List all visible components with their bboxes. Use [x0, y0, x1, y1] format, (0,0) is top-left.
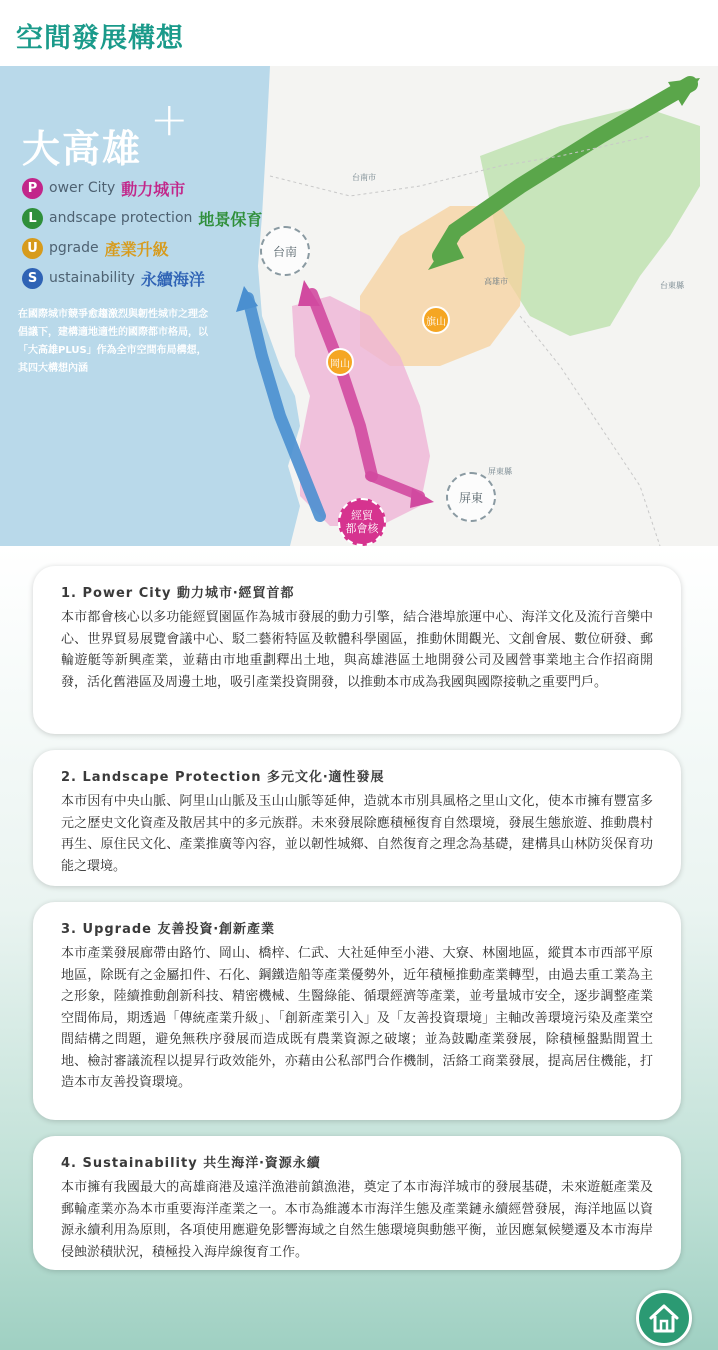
brand-title: 大高雄 — [22, 127, 143, 171]
pillar-rest: ower City — [49, 180, 116, 196]
card-landscape — [33, 750, 681, 886]
pillar-letter: U — [22, 238, 43, 259]
brand-plus: + — [150, 92, 189, 146]
tainan-circle: 台南 — [260, 226, 310, 276]
card-body: 本市擁有我國最大的高雄商港及遠洋漁港前鎮漁港，奠定了本市海洋城市的發展基礎，未來遊艇產業及郵輪產業亦為本市重要海洋產業之一。本市為維護本市海洋生態及產業鏈永續經營發展，海洋地區以資源永續利用為原則，各項使用應避免影響海域之自然生態環境與動態平衡，並因應氣候變遷及本市海岸侵蝕淤積狀況，積極投入海岸線復育工作。 — [61, 1180, 653, 1260]
pillar-letter: L — [22, 208, 43, 229]
card-title: 4. Sustainability 共生海洋‧資源永續 — [61, 1156, 321, 1171]
pillar-rest: ustainability — [49, 270, 135, 286]
card-body: 本市都會核心以多功能經貿園區作為城市發展的動力引擎，結合港埠旅運中心、海洋文化及流行音樂中心、世界貿易展覽會議中心、駁二藝術特區及軟體科學園區，推動休閒觀光、文創會展、數位研發、郵輪遊艇等新興產業，並藉由市地重劃釋出土地，與高雄港區土地開發公司及國營事業地主合作招商開發，活化舊港區及周邊土地，吸引產業投資開發，以推動本市成為我國與國際接軌之重要門戶。 — [61, 610, 653, 690]
pillar-letter: S — [22, 268, 43, 289]
card-body: 本市因有中央山脈、阿里山山脈及玉山山脈等延伸，造就本市別具風格之里山文化，使本市擁有豐富多元之歷史文化資產及散居其中的多元族群。未來發展除應積極復育自然環境，發展生態旅遊、推動農村再生、原住民文化、產業推廣等內容，並以韌性城鄉、自然復育之理念為基礎，建構具山林防災保育功能之環境。 — [61, 794, 653, 874]
pillar-upgrade — [22, 237, 169, 259]
label-tainan-city: 台南市 — [352, 173, 376, 182]
pillar-rest: andscape protection — [49, 210, 193, 226]
pillar-landscape — [22, 207, 262, 229]
pingtung-circle: 屏東 — [446, 472, 496, 522]
qishan-dot: 旗山 — [422, 306, 450, 334]
card-body: 本市產業發展廊帶由路竹、岡山、橋梓、仁武、大社延伸至小港、大寮、林園地區，縱貫本市西部平原地區，除既有之金屬扣件、石化、鋼鐵造船等產業優勢外，近年積極推動產業轉型，由過去重工業為主之形象，陸續推動創新科技、精密機械、生醫綠能、循環經濟等產業，並考量城市安全，逐步調整產業空間佈局，期透過「傳統產業升級」、「創新產業引入」及「友善投資環境」主軸改善環境污染及產業空間結構之問題，避免無秩序發展而造成既有農業資源之破壞；並為鼓勵產業發展，除積極盤點閒置土地、檢討審議流程以提昇行政效能外，亦藉由公私部門合作機制，活絡工商業發展，提高居住機能，打造本市友善投資環境。 — [61, 946, 653, 1090]
label-pingtung-county: 屏東縣 — [488, 467, 512, 476]
card-upgrade — [33, 902, 681, 1120]
intro-text: 在國際城市競爭愈趨激烈與韌性城市之理念倡議下，建構適地適性的國際都市格局，以「大高雄PLUS」作為全市空間布局構想，其四大構想內涵 — [18, 309, 208, 374]
gangshan-dot: 岡山 — [326, 348, 354, 376]
pillar-sustainability — [22, 267, 205, 289]
card-power-city — [33, 566, 681, 734]
core-label-1: 經貿 — [351, 509, 373, 522]
core-label-2: 都會核 — [345, 522, 379, 535]
label-kaohsiung-city: 高雄市 — [484, 277, 508, 286]
card-sustainability — [33, 1136, 681, 1270]
label-taitung: 台東縣 — [660, 281, 684, 290]
economic-core — [338, 498, 386, 546]
pillar-power-city — [22, 177, 185, 199]
pillar-zh: 動力城市 — [121, 179, 186, 199]
card-title: 1. Power City 動力城市‧經貿首都 — [61, 586, 295, 601]
page-title: 空間發展構想 — [16, 23, 184, 54]
pillar-zh: 產業升級 — [104, 239, 169, 259]
pillar-zh: 永續海洋 — [140, 269, 205, 289]
card-title: 2. Landscape Protection 多元文化‧適性發展 — [61, 770, 385, 785]
pillar-letter: P — [22, 178, 43, 199]
home-icon — [647, 1302, 681, 1334]
home-button[interactable] — [636, 1290, 692, 1346]
card-title: 3. Upgrade 友善投資‧創新產業 — [61, 922, 276, 937]
pillar-rest: pgrade — [49, 240, 99, 256]
pillar-zh: 地景保育 — [198, 209, 263, 229]
